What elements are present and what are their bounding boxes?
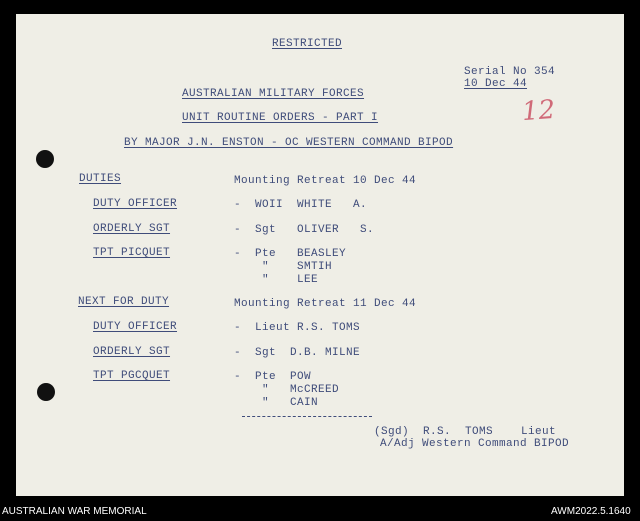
duties-duty-officer-value: - WOII WHITE A. — [234, 199, 368, 211]
duties-picquet-line3: " LEE — [234, 274, 319, 286]
duties-picquet-line2: " SMTIH — [234, 261, 333, 273]
duties-orderly-sgt-label: ORDERLY SGT — [93, 223, 171, 235]
next-picquet-line3: " CAIN — [234, 397, 319, 409]
heading-forces: AUSTRALIAN MILITARY FORCES — [182, 88, 365, 100]
next-picquet-label: TPT PGCQUET — [93, 370, 171, 382]
signature-line1: (Sgd) R.S. TOMS Lieut — [374, 426, 557, 438]
next-picquet-line1: - Pte POW — [234, 371, 312, 383]
signature-line2: A/Adj Western Command BIPOD — [380, 438, 570, 450]
serial-date: 10 Dec 44 — [464, 78, 528, 90]
footer-accession: AWM2022.5.1640 — [551, 506, 631, 517]
duties-duty-officer-label: DUTY OFFICER — [93, 198, 178, 210]
heading-orders: UNIT ROUTINE ORDERS - PART I — [182, 112, 379, 124]
classification: RESTRICTED — [272, 38, 343, 50]
duties-picquet-label: TPT PICQUET — [93, 247, 171, 259]
next-orderly-sgt-label: ORDERLY SGT — [93, 346, 171, 358]
handwritten-mark: 12 — [520, 94, 557, 128]
next-duty-officer-value: - Lieut R.S. TOMS — [234, 322, 361, 334]
duties-mounting: Mounting Retreat 10 Dec 44 — [234, 175, 417, 187]
heading-authority: BY MAJOR J.N. ENSTON - OC WESTERN COMMAND BIPOD — [124, 137, 454, 149]
next-picquet-line2: " McCREED — [234, 384, 340, 396]
next-orderly-sgt-value: - Sgt D.B. MILNE — [234, 347, 361, 359]
duties-picquet-line1: - Pte BEASLEY — [234, 248, 347, 260]
punch-hole-bottom — [37, 383, 55, 401]
punch-hole-top — [36, 150, 54, 168]
footer-credit: AUSTRALIAN WAR MEMORIAL — [2, 506, 147, 517]
duties-orderly-sgt-value: - Sgt OLIVER S. — [234, 224, 375, 236]
next-title: NEXT FOR DUTY — [78, 296, 170, 308]
document-page — [16, 14, 624, 496]
next-mounting: Mounting Retreat 11 Dec 44 — [234, 298, 417, 310]
divider-line — [242, 416, 372, 417]
next-duty-officer-label: DUTY OFFICER — [93, 321, 178, 333]
duties-title: DUTIES — [79, 173, 122, 185]
serial-number: Serial No 354 — [464, 66, 556, 78]
